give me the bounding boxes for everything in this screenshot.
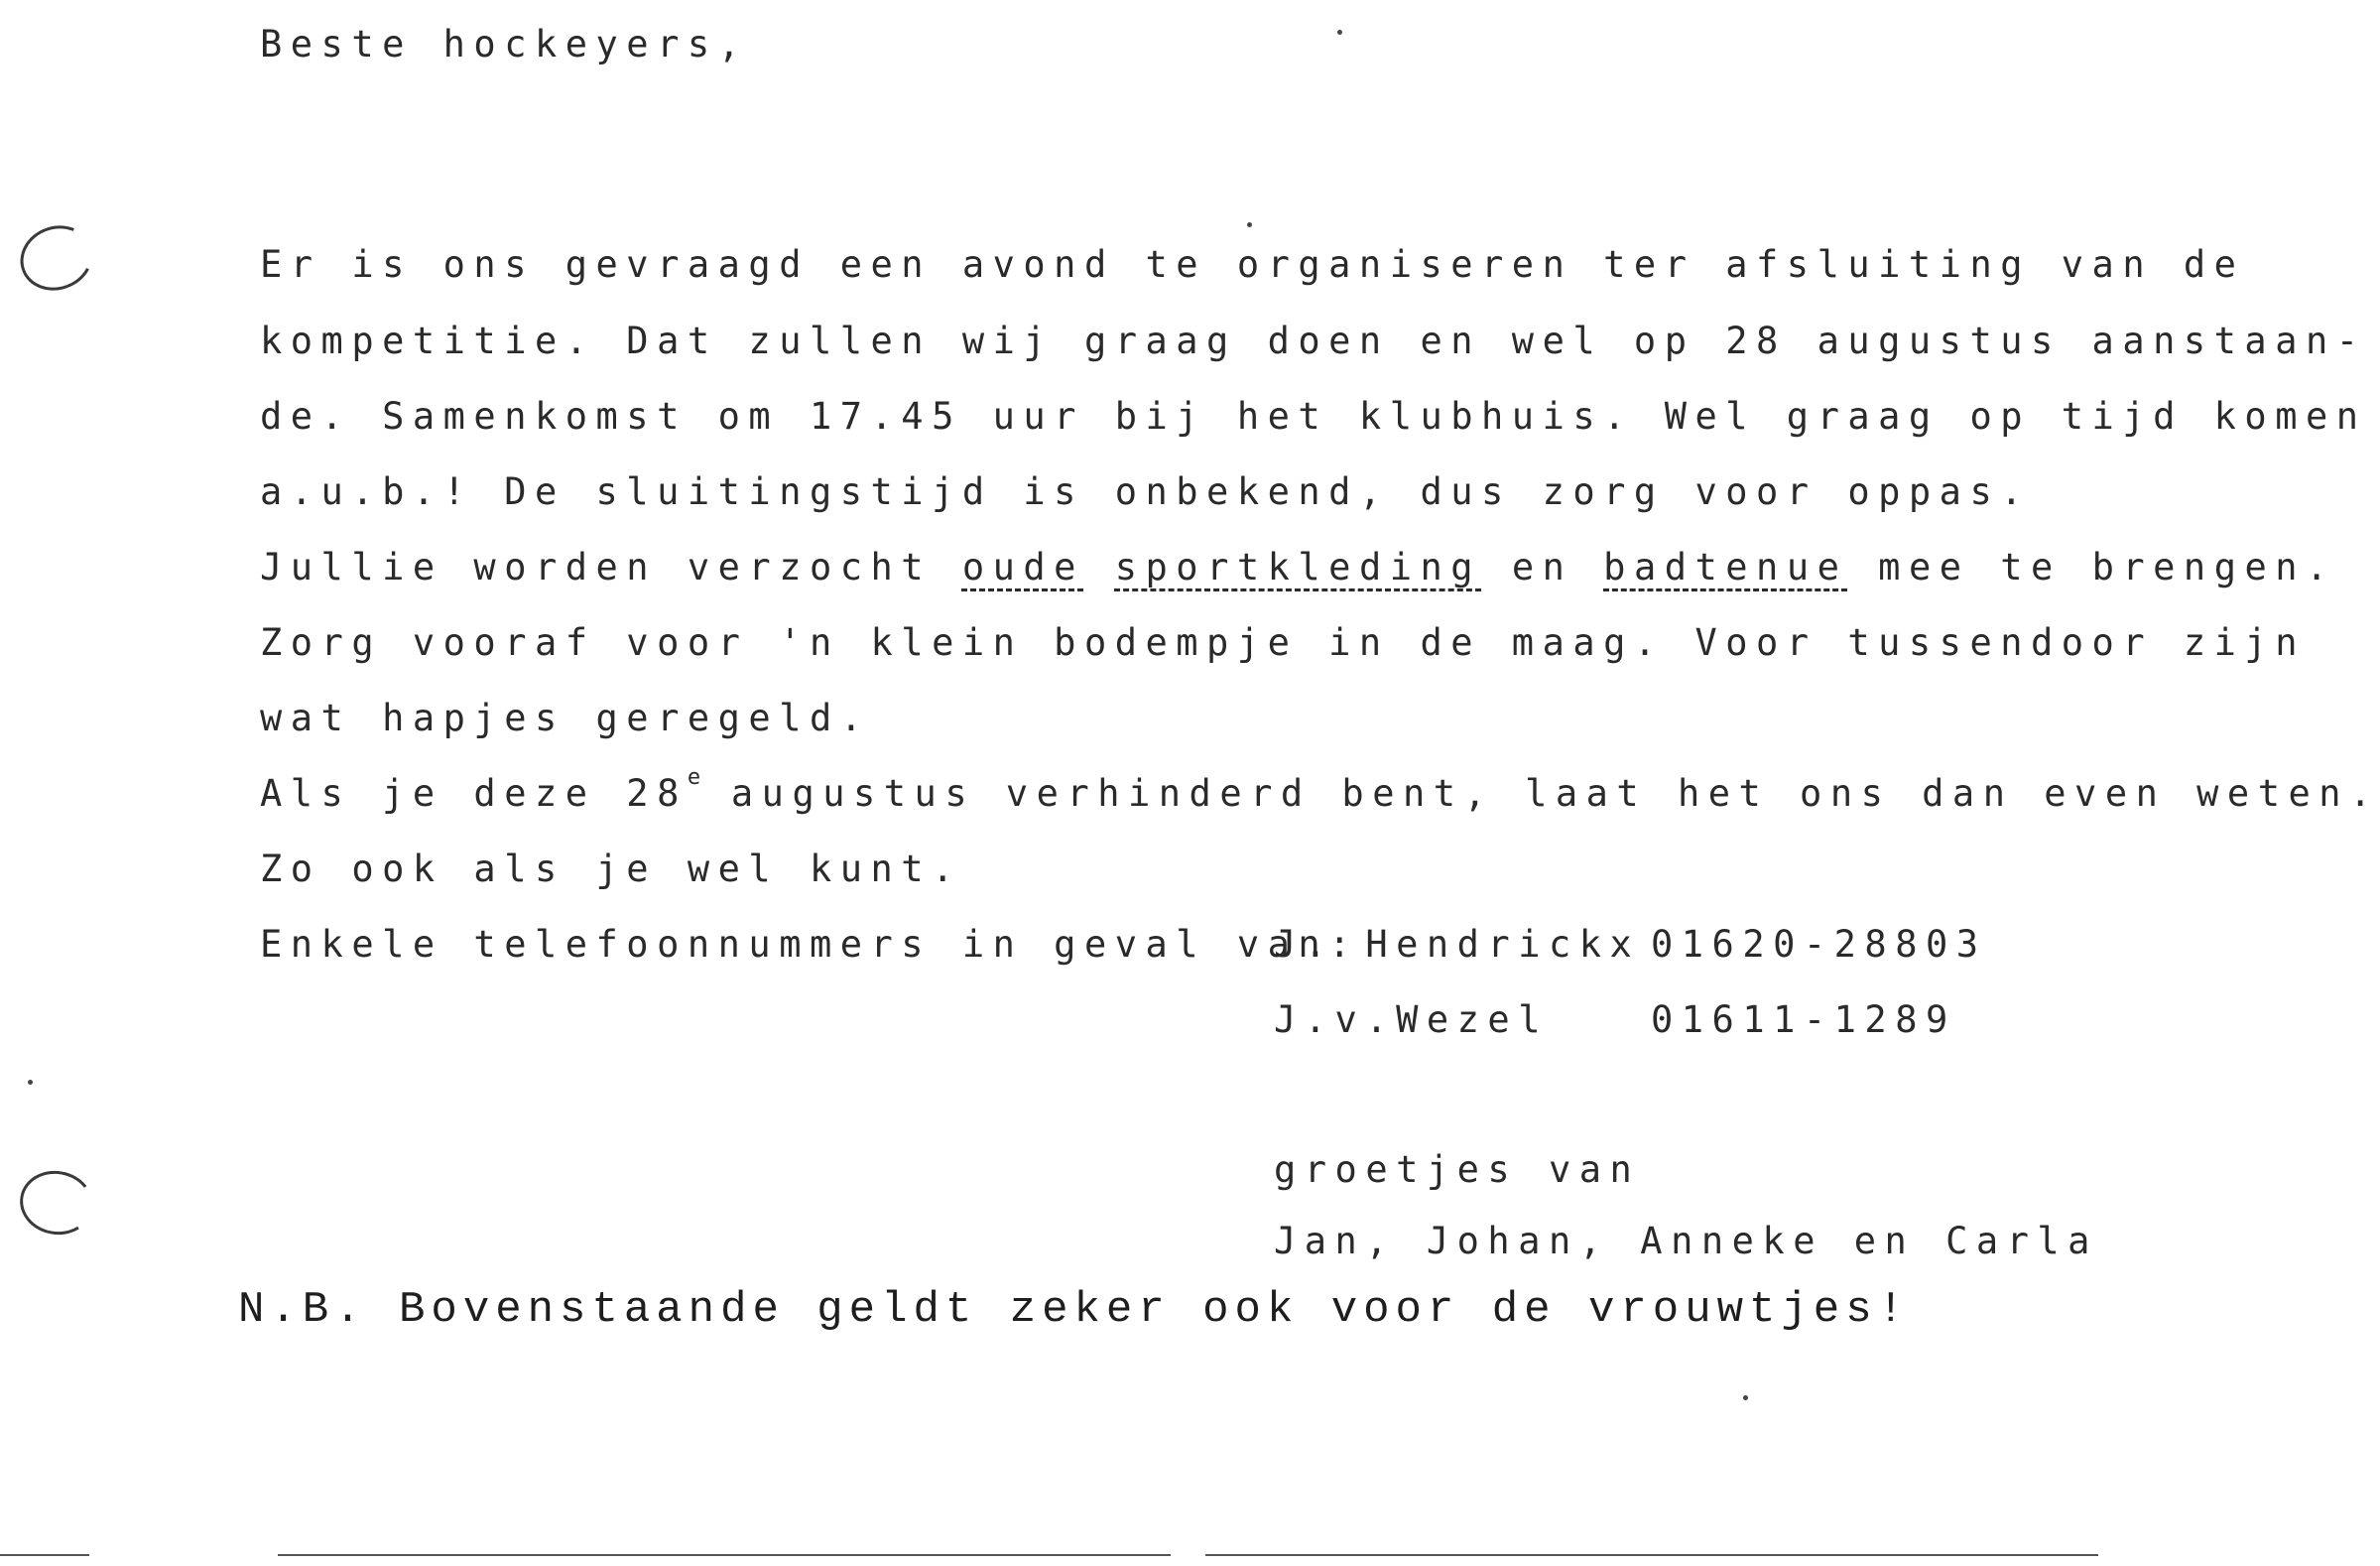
ink-speck [28,1080,33,1085]
bottom-edge-line [0,1554,89,1556]
body-text: mee te brengen. [1847,546,2336,588]
ink-speck [1743,1395,1748,1400]
contact-name: J.v.Wezel [1274,998,1549,1041]
ink-speck [1337,30,1342,35]
body-line: Zo ook als je wel kunt. [260,848,962,890]
closing-signatories: Jan, Johan, Anneke en Carla [1274,1220,2098,1262]
bottom-edge-line [278,1554,1171,1556]
body-text: Als je deze 28 [260,772,688,815]
ordinal-suffix: e [687,765,701,790]
phone-intro: Enkele telefoonnummers in geval van: [260,923,1359,966]
body-text [1084,546,1115,588]
body-line [260,546,2336,588]
bottom-edge-line [1205,1554,2098,1556]
contact-name: J. Hendrickx [1274,923,1641,966]
body-line: Er is ons gevraagd een avond te organiseren ter afsluiting van de [260,243,2245,286]
punch-hole-bottom [15,1165,98,1240]
body-text: en [1481,546,1604,588]
body-line [260,765,2380,815]
body-line: Zorg vooraf voor 'n klein bodempje in de maag. Voor tussendoor zijn [260,621,2306,664]
contact-phone: 01620-28803 [1651,923,1987,966]
underlined-word-sportkleding: sportkleding [1114,546,1482,588]
body-text: Jullie worden verzocht [260,546,962,588]
underlined-word-badtenue: badtenue [1603,546,1848,588]
body-line: a.u.b.! De sluitingstijd is onbekend, dus zorg voor oppas. [260,470,2032,513]
closing-salutation: groetjes van [1274,1148,1641,1191]
postscript: N.B. Bovenstaande geldt zeker ook voor de vrouwtjes! [238,1285,1911,1335]
punch-hole-top [11,215,101,300]
body-text: augustus verhinderd bent, laat het ons dan even weten. [700,772,2380,815]
contact-phone: 01611-1289 [1651,998,1956,1041]
underlined-word-oude: oude [961,546,1084,588]
body-line: wat hapjes geregeld. [260,697,871,739]
greeting: Beste hockeyers, [260,23,749,65]
body-line: kompetitie. Dat zullen wij graag doen en wel op 28 augustus aanstaan- [260,320,2367,362]
body-line: de. Samenkomst om 17.45 uur bij het klubhuis. Wel graag op tijd komen [260,395,2367,438]
ink-speck [1247,222,1252,227]
